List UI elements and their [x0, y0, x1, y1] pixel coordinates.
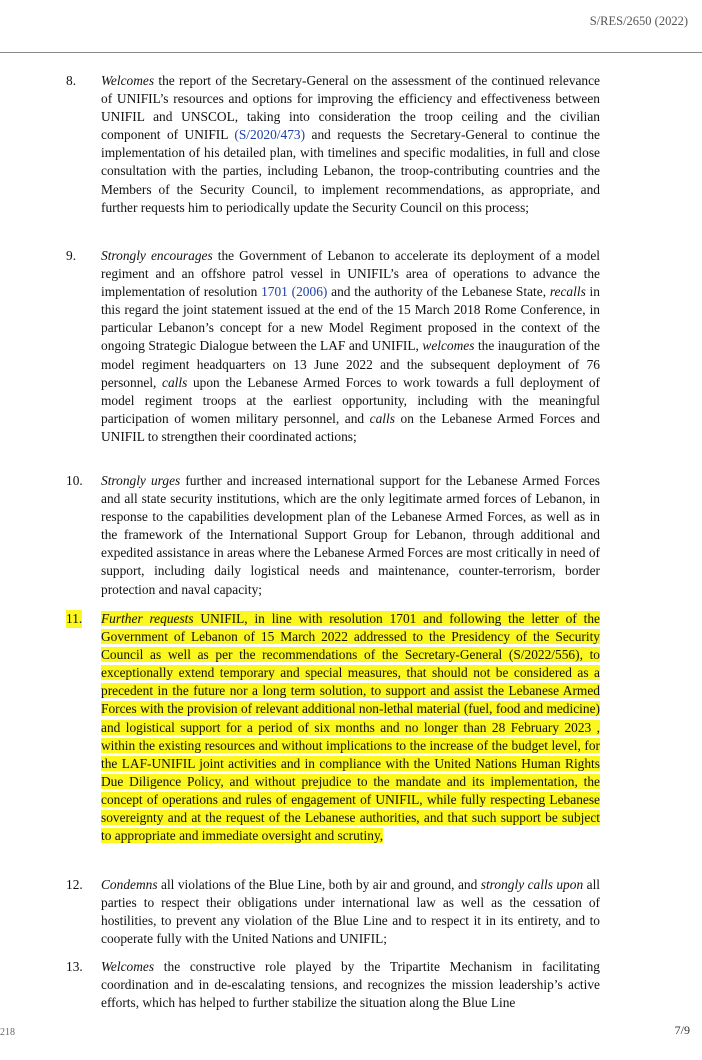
paragraph-number: 8. — [66, 73, 77, 88]
operative-verb: calls — [369, 410, 395, 426]
paragraph-number: 10. — [66, 473, 83, 488]
document-link[interactable]: (S/2020/473) — [234, 127, 306, 143]
document-symbol: S/RES/2650 (2022) — [589, 14, 688, 28]
paragraph-text: UNIFIL, in line with resolution 1701 and following the letter of the Government of Lebanon of 15 March 2022 addressed to the Presidency of the Security Council as well as per the recommendations of the Secretary-General (S/2022/556), to exceptionally extend temporary and special measures, that should not be considered as a precedent in the future nor a long term solution, to support and assist the Lebanese Armed Forces with the provision of relevant additional non-lethal material (fuel, food and medicine) and logistical support for a period of six months and no longer than 28 February 2023 , within the existing resources and without implications to the increase of the budget level, for the LAF-UNIFIL joint activities and in compliance with the United Nations Human Rights Due Diligence Policy, and without prejudice to the mandate and its implementation, the concept of operations and rules of engagement of UNIFIL, while fully respecting Lebanese sovereignty and at the request of the Lebanese authorities, and that such support be subject to appropriate and immediate oversight and scrutiny, — [101, 611, 600, 844]
paragraph-number: 9. — [66, 248, 77, 263]
paragraph-9 — [66, 247, 600, 446]
paragraph-8 — [66, 72, 600, 217]
paragraph-number: 13. — [66, 959, 83, 974]
paragraph-13 — [66, 958, 600, 1012]
operative-verb: Strongly urges — [101, 473, 181, 488]
paragraph-text: all parties to respect their obligations under international law as well as the cessation of hostilities, to prevent any violation of the Blue Line and to respect it in its entirety, and to cooperate fully with the United Nations and UNIFIL; — [101, 877, 601, 947]
operative-verb: Condemns — [101, 877, 158, 892]
paragraph-text: and the authority of the Lebanese State, — [327, 284, 550, 300]
operative-verb: calls — [162, 374, 188, 390]
operative-verb: Strongly encourages — [101, 248, 213, 263]
operative-verb: strongly calls upon — [480, 877, 584, 892]
paragraph-12 — [66, 876, 600, 948]
paragraph-body — [101, 72, 600, 217]
page-number: 7/9 — [674, 1023, 690, 1037]
paragraph-text: all violations of the Blue Line, both by air and ground, and — [157, 877, 481, 892]
operative-verb: Welcomes — [101, 959, 155, 974]
highlighted-text — [101, 611, 600, 843]
paragraph-body — [101, 610, 600, 845]
paragraph-number: 12. — [66, 877, 83, 892]
paragraph-10 — [66, 472, 600, 599]
paragraph-body — [101, 958, 600, 1012]
paragraph-text: upon the Lebanese Armed Forces to work towards a full deployment of model regiment troops at the earliest opportunity, including with the meaningful participation of women military personnel, and — [101, 374, 600, 426]
paragraph-body — [101, 472, 600, 599]
paragraph-text: the Government of Lebanon to accelerate its deployment of a model regiment and an offshore patrol vessel in UNIFIL’s area of operations to advance the implementation of resolution — [101, 248, 600, 300]
paragraph-text: in this regard the joint statement issued at the end of the 15 March 2018 Rome Conference, in particular Lebanon’s concept for a new Model Regiment proposed in the context of the ongoing Strategic Dialogue between the LAF and UNIFIL, — [101, 284, 600, 354]
paragraph-text: further and increased international support for the Lebanese Armed Forces and all state security institutions, which are the only legitimate armed forces of Lebanon, in response to the capabilities development plan of the Lebanese Armed Forces, as well as in the framework of the International Support Group for Lebanon, through additional and expedited assistance in areas where the Lebanese Armed Forces are most critically in need of support, including daily logistical needs and maintenance, counter-terrorism, border protection and naval capacity; — [101, 473, 600, 597]
paragraph-number: 11. — [66, 610, 82, 628]
paragraph-body — [101, 876, 600, 948]
operative-verb: Welcomes — [101, 73, 155, 88]
operative-verb: welcomes — [422, 338, 475, 354]
header-divider — [0, 52, 702, 53]
paragraph-text: the report of the Secretary-General on the assessment of the continued relevance of UNIFIL’s resources and options for improving the efficiency and effectiveness between UNIFIL and UNSCOL, taking into consideration the troop ceiling and the civilian component of UNIFIL — [101, 73, 600, 143]
paragraph-text: the inauguration of the model regiment headquarters on 13 June 2022 and the subsequent deployment of 76 personnel, — [101, 338, 600, 390]
operative-verb: recalls — [549, 284, 586, 300]
resolution-link[interactable]: 1701 (2006) — [261, 284, 328, 300]
paragraph-text: on the Lebanese Armed Forces and UNIFIL to strengthen their coordinated actions; — [101, 410, 601, 444]
paragraph-body — [101, 247, 600, 446]
operative-verb: Further requests — [101, 611, 194, 626]
paragraph-11 — [66, 610, 600, 845]
paragraph-text: and requests the Secretary-General to continue the implementation of his detailed plan, with timelines and specific modalities, in full and close consultation with the parties, including Lebanon, the troop-contributing countries and the Members of the Security Council, to implement recommendations, as appropriate, and further requests him to periodically update the Security Council on this process; — [101, 127, 600, 215]
paragraph-text: the constructive role played by the Tripartite Mechanism in facilitating coordination and in de-escalating tensions, and recognizes the mission leadership’s active efforts, which has helped to further stabilize the situation along the Blue Line — [101, 959, 600, 1011]
document-code: 218 — [0, 1027, 15, 1038]
